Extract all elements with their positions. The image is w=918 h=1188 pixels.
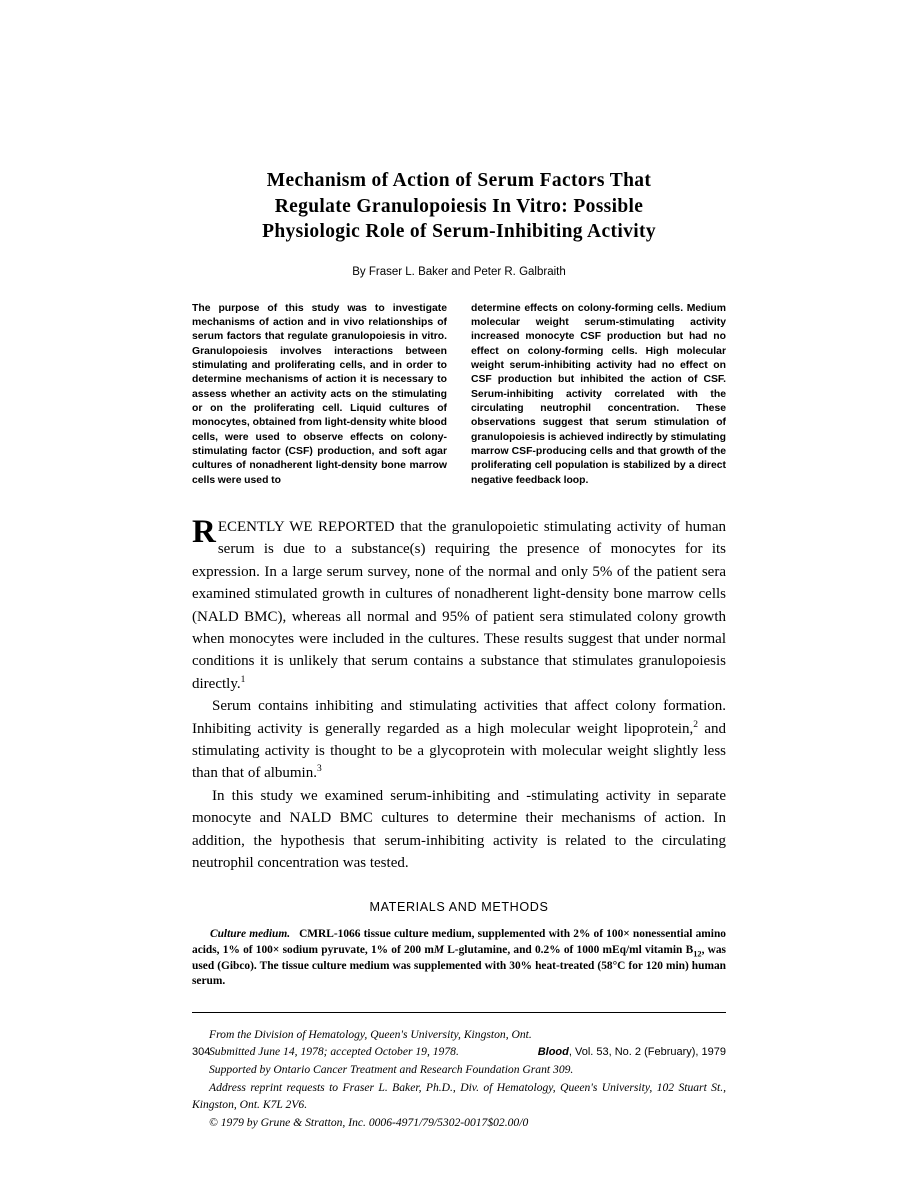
methods-text-4: , was used (Gibco). The tissue culture medium was supplemented with 30% heat-treated (58°C for 120 min) human serum. <box>192 944 726 988</box>
footnote-line-3: Supported by Ontario Cancer Treatment and Research Foundation Grant 309. <box>209 1063 574 1077</box>
article-body <box>192 513 727 875</box>
methods-text-1: CMRL-1066 tissue culture medium, supplemented with 2% of 100× nonessential amino acids, 1% of 100× sodium pyruvate, 1% of 200 m <box>192 928 726 957</box>
reference-marker-3: 3 <box>316 764 322 775</box>
methods-subscript-12: 12 <box>693 949 702 959</box>
paragraph-2-part-a: Serum contains inhibiting and stimulating activities that affect colony formation. Inhibiting activity is generally regarded as a high molecular weight lipoprotein, <box>192 698 726 737</box>
footnote-divider-rule <box>192 1012 726 1013</box>
methods-paragraph-culture-medium <box>192 927 726 989</box>
body-paragraph-1 <box>192 513 727 695</box>
page-content <box>192 0 726 1131</box>
abstract-column-left <box>192 302 447 488</box>
abstract <box>192 302 726 488</box>
drop-cap: R <box>192 513 216 550</box>
footnote-line-2: Submitted June 14, 1978; accepted October 19, 1978. <box>209 1045 459 1059</box>
methods-smallcaps-l: L <box>447 944 455 957</box>
methods-run-in-label: Culture medium. <box>210 928 291 941</box>
journal-name: Blood <box>537 1046 569 1058</box>
paragraph-1-rest: that the granulopoietic stimulating activity of human serum is due to a substance(s) requiring the presence of monocytes for its expression. In a large serum survey, none of the normal and only 5% of the patient sera examined stimulated growth in cultures of nonadherent light-density bone marrow cells (NALD BMC), whereas all normal and 95% of patient sera stimulated colony growth when monocytes were included in the cultures. These results suggest that under normal conditions it is unlikely that serum contains a substance that stimulates granulopoiesis directly. <box>192 518 727 692</box>
author-byline: By Fraser L. Baker and Peter R. Galbraith <box>352 265 566 278</box>
abstract-text-left: The purpose of this study was to investigate mechanisms of action and in vivo relationships of serum factors that regulate granulopoiesis in vitro. Granulopoiesis involves interactions between stimulating and proliferating cells, and in order to determine mechanisms of action it is necessary to assess whether an activity acts on the stimulating or on the proliferating cell. Liquid cultures of monocytes, obtained from light-density white blood cells, were used to observe effects on colony-stimulating factor (CSF) production, and soft agar cultures of nonadherent light-density bone marrow cells were used to <box>192 302 447 486</box>
methods-italic-molar: M <box>433 944 444 957</box>
page-number: 304 <box>192 1046 211 1058</box>
title-line-1: Mechanism of Action of Serum Factors That <box>266 170 652 191</box>
footnote-line-5: © 1979 by Grune & Stratton, Inc. 0006-4971/79/5302-0017$02.00/0 <box>209 1115 529 1129</box>
abstract-text-right: determine effects on colony-forming cells. Medium molecular weight serum-stimulating activity increased monocyte CSF production but had no effect on colony-forming cells. High molecular weight serum-inhibiting activity had no effect on CSF production but inhibited the action of CSF. Serum-inhibiting activity correlated with the circulating neutrophil concentration. These observations suggest that serum stimulation of granulopoiesis is achieved indirectly by stimulating marrow CSF-producing cells and that growth of the proliferating cell population is stabilized by a direct negative feedback loop. <box>471 302 726 486</box>
abstract-column-right <box>471 302 726 488</box>
title-line-2: Regulate Granulopoiesis In Vitro: Possible <box>274 195 644 217</box>
article-title-block <box>192 168 726 279</box>
reference-marker-2: 2 <box>693 719 699 730</box>
section-heading-materials-and-methods: MATERIALS AND METHODS <box>369 900 549 915</box>
title-line-3: Physiologic Role of Serum-Inhibiting Activity <box>262 221 656 242</box>
paragraph-2-part-b: and stimulating activity is thought to be a glycoprotein with molecular weight slightly less than that of albumin. <box>192 720 726 782</box>
footnote-line-1: From the Division of Hematology, Queen's University, Kingston, Ont. <box>209 1027 532 1041</box>
journal-citation-details: , Vol. 53, No. 2 (February), 1979 <box>568 1046 726 1058</box>
footnote-line-4: Address reprint requests to Fraser L. Baker, Ph.D., Div. of Hematology, Queen's University, 102 Stuart St., Kingston, Ont. K7L 2V6. <box>192 1080 726 1112</box>
methods-text-3: -glutamine, and 0.2% of 1000 mEq/ml vitamin B <box>454 944 694 957</box>
body-paragraph-3: In this study we examined serum-inhibiting and -stimulating activity in separate monocyte and NALD BMC cultures to determine their mechanisms of action. In addition, the hypothesis that serum-inhibiting activity is related to the circulating neutrophil concentration was tested. <box>192 787 726 872</box>
methods-section <box>192 927 726 989</box>
reference-marker-1: 1 <box>240 674 246 685</box>
body-paragraph-2 <box>192 695 726 785</box>
footnotes-block <box>192 1026 726 1132</box>
paragraph-1-lead: ECENTLY WE REPORTED <box>217 518 395 535</box>
journal-citation <box>538 1046 726 1058</box>
page-footer <box>192 1046 726 1058</box>
